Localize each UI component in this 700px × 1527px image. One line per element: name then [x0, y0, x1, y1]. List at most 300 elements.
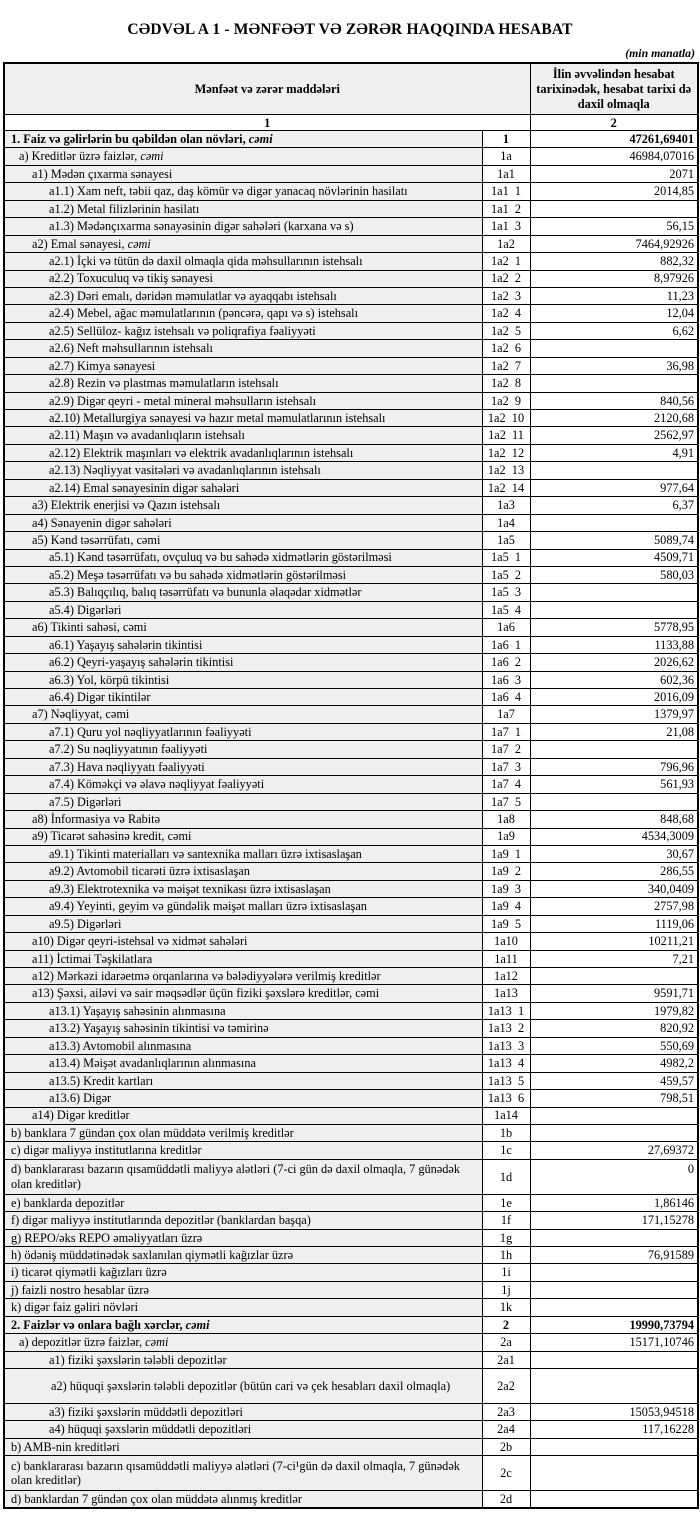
table-row [4, 828, 698, 845]
value-cell: 4982,2 [530, 1055, 698, 1072]
item-cell: a9.3) Elektrotexnika və məişət texnikası üzrə ixtisaslaşan [4, 880, 482, 897]
item-cell: a2.2) Toxuculuq və tikiş sənayesi [4, 270, 482, 287]
value-cell [530, 968, 698, 985]
table-row [4, 1107, 698, 1124]
item-suffix-italic: cəmi [145, 1335, 169, 1350]
value-cell [530, 1107, 698, 1124]
code-cell: 1a13 4 [482, 1055, 530, 1072]
item-cell: a2.9) Digər qeyri - metal mineral məhsulların istehsalı [4, 392, 482, 409]
item-cell: d) banklardan 7 gündən çox olan müddətə alınmış kreditlər [4, 1491, 482, 1508]
item-cell: a2.5) Sellüloz- kağız istehsalı və poliqrafiya fəaliyyəti [4, 322, 482, 339]
code-cell: 1a5 [482, 532, 530, 549]
code-cell: 1a2 14 [482, 479, 530, 496]
table-row [4, 462, 698, 479]
profit-loss-table [3, 62, 699, 1509]
table-row [4, 375, 698, 392]
table-row [4, 322, 698, 339]
code-cell: 1a2 9 [482, 392, 530, 409]
item-cell: a6) Tikinti sahəsi, cəmi [4, 619, 482, 636]
table-row [4, 968, 698, 985]
code-cell: 1a6 4 [482, 689, 530, 706]
code-cell: 1a13 2 [482, 1020, 530, 1037]
code-cell: 1a9 2 [482, 863, 530, 880]
item-cell: b) banklara 7 gündən çox olan müddətə verilmiş kreditlər [4, 1124, 482, 1141]
value-cell: 882,32 [530, 253, 698, 270]
item-cell: h) ödəniş müddətinədək saxlanılan qiymətli kağızlar üzrə [4, 1247, 482, 1264]
code-cell: 1a2 10 [482, 410, 530, 427]
table-row [4, 1456, 698, 1491]
item-cell: a6.3) Yol, körpü tikintisi [4, 671, 482, 688]
table-row [4, 706, 698, 723]
item-cell: a2.12) Elektrik maşınları və elektrik avadanlıqlarının istehsalı [4, 444, 482, 461]
item-cell: a1) Mədən çıxarma sənayesi [4, 165, 482, 182]
value-cell: 286,55 [530, 863, 698, 880]
value-cell: 2016,09 [530, 689, 698, 706]
item-cell: a2) hüquqi şəxslərin tələbli depozitlər (bütün cari və çek hesabları daxil olmaqla) [4, 1369, 482, 1404]
item-cell: a1.3) Mədənçıxarma sənayəsinin digər sahələri (karxana və s) [4, 218, 482, 235]
code-cell: 1j [482, 1281, 530, 1298]
item-suffix-italic: cəmi [248, 131, 273, 146]
code-cell: 1a5 1 [482, 549, 530, 566]
table-row [4, 1299, 698, 1316]
item-cell: a2) Emal sənayesi, cəmi [4, 235, 482, 252]
code-cell: 1a10 [482, 933, 530, 950]
item-cell: a3) Elektrik enerjisi və Qazın istehsalı [4, 497, 482, 514]
table-row [4, 811, 698, 828]
code-cell: 1a6 1 [482, 636, 530, 653]
code-cell: 1a2 [482, 235, 530, 252]
value-cell: 30,67 [530, 845, 698, 862]
item-cell: a1.1) Xam neft, təbii qaz, daş kömür və digər yanacaq növlərinin hasilatı [4, 183, 482, 200]
item-suffix-italic: cəmi [127, 236, 151, 251]
code-cell: 1f [482, 1212, 530, 1229]
value-cell: 340,0409 [530, 880, 698, 897]
code-cell: 1d [482, 1159, 530, 1194]
value-cell: 76,91589 [530, 1247, 698, 1264]
code-cell: 1e [482, 1194, 530, 1211]
item-cell: a9.1) Tikinti materialları və santexnika malları üzrə ixtisaslaşan [4, 845, 482, 862]
item-cell: a2.7) Kimya sənayesi [4, 357, 482, 374]
item-cell: a12) Mərkəzi idarəetmə orqanlarına və bələdiyyələrə verilmiş kreditlər [4, 968, 482, 985]
item-cell: a4) hüquqi şəxslərin müddətli depozitləri [4, 1421, 482, 1438]
value-cell: 580,03 [530, 566, 698, 583]
value-cell: 2071 [530, 165, 698, 182]
table-row [4, 1002, 698, 1019]
code-cell: 1a2 13 [482, 462, 530, 479]
item-cell: a2.14) Emal sənayesinin digər sahələri [4, 479, 482, 496]
table-row [4, 933, 698, 950]
item-cell: j) faizli nostro hesablar üzrə [4, 1281, 482, 1298]
table-row [4, 1264, 698, 1281]
table-row [4, 392, 698, 409]
item-cell: a5.2) Meşə təsərrüfatı və bu sahədə xidmətlərin göstərilməsi [4, 566, 482, 583]
code-cell: 1a9 [482, 828, 530, 845]
code-cell: 2a2 [482, 1369, 530, 1404]
value-cell [530, 1456, 698, 1491]
item-cell: b) AMB-nin kreditləri [4, 1438, 482, 1455]
table-row [4, 148, 698, 165]
value-cell: 0 [530, 1159, 698, 1194]
item-cell: a5) Kənd təsərrüfatı, cəmi [4, 532, 482, 549]
item-cell: c) digər maliyyə institutlarına kreditlər [4, 1142, 482, 1159]
value-cell: 1119,06 [530, 915, 698, 932]
table-row [4, 985, 698, 1002]
table-row [4, 270, 698, 287]
table-row [4, 898, 698, 915]
code-cell: 2a3 [482, 1403, 530, 1420]
value-cell [530, 462, 698, 479]
item-suffix-italic: cəmi [185, 1317, 210, 1332]
code-cell: 1a13 [482, 985, 530, 1002]
value-cell: 977,64 [530, 479, 698, 496]
item-cell: a6.4) Digər tikintilər [4, 689, 482, 706]
table-row [4, 689, 698, 706]
item-cell: a14) Digər kreditlər [4, 1107, 482, 1124]
table-row [4, 1212, 698, 1229]
item-cell: a4) Sənayenin digər sahələri [4, 514, 482, 531]
value-cell: 561,93 [530, 776, 698, 793]
code-cell: 1a2 8 [482, 375, 530, 392]
code-cell: 1a1 3 [482, 218, 530, 235]
value-cell: 56,15 [530, 218, 698, 235]
item-cell: f) digər maliyyə institutlarında depozitlər (banklardan başqa) [4, 1212, 482, 1229]
table-row [4, 1334, 698, 1351]
value-cell: 15053,94518 [530, 1403, 698, 1420]
value-cell: 7464,92926 [530, 235, 698, 252]
item-cell: a2.13) Nəqliyyat vasitələri və avadanlıqlarının istehsalı [4, 462, 482, 479]
code-cell: 1h [482, 1247, 530, 1264]
table-row [4, 1369, 698, 1404]
value-cell: 19990,73794 [530, 1316, 698, 1333]
table-row [4, 410, 698, 427]
code-cell: 1 [482, 131, 530, 148]
code-cell: 1g [482, 1229, 530, 1246]
table-row [4, 1194, 698, 1211]
code-cell: 1a7 1 [482, 723, 530, 740]
table-row [4, 1090, 698, 1107]
code-cell: 2a [482, 1334, 530, 1351]
value-cell: 8,97926 [530, 270, 698, 287]
value-cell [530, 1438, 698, 1455]
table-row [4, 218, 698, 235]
table-body [4, 131, 698, 1509]
item-cell: a1.2) Metal filizlərinin hasilatı [4, 200, 482, 217]
table-row [4, 1351, 698, 1368]
value-cell [530, 584, 698, 601]
table-row [4, 1124, 698, 1141]
value-cell [530, 375, 698, 392]
table-row [4, 514, 698, 531]
item-cell: a6.1) Yaşayış sahələrin tikintisi [4, 636, 482, 653]
code-cell: 1a9 3 [482, 880, 530, 897]
item-cell: a13.4) Məişət avadanlıqlarının alınmasına [4, 1055, 482, 1072]
table-row [4, 444, 698, 461]
item-cell: a2.8) Rezin və plastmas məmulatların istehsalı [4, 375, 482, 392]
code-cell: 1a [482, 148, 530, 165]
value-cell [530, 1491, 698, 1508]
table-row [4, 235, 698, 252]
code-cell: 1a2 12 [482, 444, 530, 461]
item-cell: a5.1) Kənd təsərrüfatı, ovçuluq və bu sahədə xidmətlərin göstərilməsi [4, 549, 482, 566]
table-row [4, 165, 698, 182]
item-cell: a2.1) İçki və tütün də daxil olmaqla qida məhsullarının istehsalı [4, 253, 482, 270]
item-cell: a13.1) Yaşayış sahəsinin alınmasına [4, 1002, 482, 1019]
item-cell: a5.4) Digərləri [4, 601, 482, 618]
value-cell: 117,16228 [530, 1421, 698, 1438]
table-row [4, 671, 698, 688]
item-cell: k) digər faiz gəliri növləri [4, 1299, 482, 1316]
value-cell [530, 601, 698, 618]
item-cell: g) REPO/əks REPO əməliyyatları üzrə [4, 1229, 482, 1246]
value-cell: 11,23 [530, 287, 698, 304]
value-cell: 5089,74 [530, 532, 698, 549]
item-cell: c) banklararası bazarın qısamüddətli maliyyə alətləri (7-ci¹gün də daxil olmaqla, 7 günədək olan kreditlər) [4, 1456, 482, 1491]
table-row [4, 741, 698, 758]
column-index-row [4, 115, 698, 131]
code-cell: 1a7 5 [482, 793, 530, 810]
table-row [4, 1020, 698, 1037]
code-cell: 2b [482, 1438, 530, 1455]
value-column-header: İlin əvvəlindən hesabat tarixinədək, hesabat tarixi də daxil olmaqla [530, 63, 698, 115]
table-row [4, 1403, 698, 1420]
value-cell [530, 1299, 698, 1316]
table-row [4, 253, 698, 270]
value-cell [530, 793, 698, 810]
code-cell: 1a2 7 [482, 357, 530, 374]
table-row [4, 619, 698, 636]
value-cell: 5778,95 [530, 619, 698, 636]
value-cell [530, 1351, 698, 1368]
value-cell: 796,96 [530, 758, 698, 775]
code-cell: 1a5 2 [482, 566, 530, 583]
value-cell: 1979,82 [530, 1002, 698, 1019]
code-cell: 1a1 1 [482, 183, 530, 200]
code-cell: 1a7 3 [482, 758, 530, 775]
value-cell: 47261,69401 [530, 131, 698, 148]
table-row [4, 479, 698, 496]
page-title: CƏDVƏL A 1 - MƏNFƏƏT VƏ ZƏRƏR HAQQINDA HESABAT [127, 21, 573, 38]
table-row [4, 1055, 698, 1072]
value-cell: 7,21 [530, 950, 698, 967]
item-cell: 1. Faiz və gəlirlərin bu qəbildən olan növləri, cəmi [4, 131, 482, 148]
value-column-index: 2 [530, 115, 698, 131]
table-row [4, 183, 698, 200]
code-cell: 1a13 6 [482, 1090, 530, 1107]
item-cell: a10) Digər qeyri-istehsal və xidmət sahələri [4, 933, 482, 950]
code-cell: 1a2 1 [482, 253, 530, 270]
value-cell: 27,69372 [530, 1142, 698, 1159]
code-cell: 1a9 4 [482, 898, 530, 915]
items-column-index: 1 [4, 115, 530, 131]
table-row [4, 915, 698, 932]
value-cell: 602,36 [530, 671, 698, 688]
value-cell: 46984,07016 [530, 148, 698, 165]
code-cell: 2a1 [482, 1351, 530, 1368]
table-row [4, 776, 698, 793]
code-cell: 1a2 3 [482, 287, 530, 304]
code-cell: 2c [482, 1456, 530, 1491]
value-cell: 1379,97 [530, 706, 698, 723]
value-cell [530, 741, 698, 758]
item-cell: a7.1) Quru yol nəqliyyatlarının fəaliyyəti [4, 723, 482, 740]
code-cell: 1a6 [482, 619, 530, 636]
code-cell: 1a4 [482, 514, 530, 531]
item-cell: a7.3) Hava nəqliyyatı fəaliyyəti [4, 758, 482, 775]
item-cell: a13.6) Digər [4, 1090, 482, 1107]
code-cell: 1a2 2 [482, 270, 530, 287]
item-cell: d) banklararası bazarın qısamüddətli maliyyə alətləri (7-ci gün də daxil olmaqla, 7 günədək olan kreditlər) [4, 1159, 482, 1194]
code-cell: 1k [482, 1299, 530, 1316]
value-cell: 9591,71 [530, 985, 698, 1002]
code-cell: 1a13 3 [482, 1037, 530, 1054]
value-cell: 4,91 [530, 444, 698, 461]
value-cell [530, 1124, 698, 1141]
item-cell: a7.2) Su nəqliyyatının fəaliyyəti [4, 741, 482, 758]
code-cell: 1a2 5 [482, 322, 530, 339]
code-cell: 1a11 [482, 950, 530, 967]
table-row [4, 287, 698, 304]
code-cell: 1a7 4 [482, 776, 530, 793]
value-cell: 459,57 [530, 1072, 698, 1089]
value-cell: 12,04 [530, 305, 698, 322]
item-cell: a1) fiziki şəxslərin tələbli depozitlər [4, 1351, 482, 1368]
table-row [4, 758, 698, 775]
value-cell: 2757,98 [530, 898, 698, 915]
item-cell: a7.5) Digərləri [4, 793, 482, 810]
value-cell: 798,51 [530, 1090, 698, 1107]
value-cell: 171,15278 [530, 1212, 698, 1229]
value-cell [530, 1229, 698, 1246]
code-cell: 1a2 11 [482, 427, 530, 444]
item-cell: a9.4) Yeyinti, geyim və gündəlik məişət malları üzrə ixtisaslaşan [4, 898, 482, 915]
value-cell: 6,62 [530, 322, 698, 339]
code-cell: 1a5 3 [482, 584, 530, 601]
table-row [4, 1037, 698, 1054]
value-cell: 820,92 [530, 1020, 698, 1037]
table-row [4, 549, 698, 566]
table-row [4, 305, 698, 322]
code-cell: 2d [482, 1491, 530, 1508]
item-cell: a9.5) Digərləri [4, 915, 482, 932]
table-row [4, 654, 698, 671]
item-cell: a7.4) Köməkçi və əlavə nəqliyyat fəaliyyəti [4, 776, 482, 793]
value-cell: 2120,68 [530, 410, 698, 427]
value-cell: 840,56 [530, 392, 698, 409]
value-cell: 6,37 [530, 497, 698, 514]
item-cell: a13) Şəxsi, ailəvi və sair məqsədlər üçün fiziki şəxslərə kreditlər, cəmi [4, 985, 482, 1002]
item-cell: a2.4) Mebel, ağac məmulatlarının (pəncərə, qapı və s) istehsalı [4, 305, 482, 322]
value-cell [530, 1264, 698, 1281]
value-cell: 848,68 [530, 811, 698, 828]
table-row [4, 497, 698, 514]
item-cell: a9.2) Avtomobil ticarəti üzrə ixtisaslaşan [4, 863, 482, 880]
code-cell: 1b [482, 1124, 530, 1141]
item-cell: a13.3) Avtomobil alınmasına [4, 1037, 482, 1054]
value-cell: 2562,97 [530, 427, 698, 444]
value-cell: 2026,62 [530, 654, 698, 671]
table-row [4, 723, 698, 740]
value-cell: 550,69 [530, 1037, 698, 1054]
table-row [4, 427, 698, 444]
unit-note: (min manatla) [625, 46, 695, 60]
item-cell: a11) İctimai Təşkilatlara [4, 950, 482, 967]
table-row [4, 1421, 698, 1438]
value-cell: 2014,85 [530, 183, 698, 200]
table-row [4, 1247, 698, 1264]
item-cell: a7) Nəqliyyat, cəmi [4, 706, 482, 723]
table-row [4, 584, 698, 601]
code-cell: 1a2 6 [482, 340, 530, 357]
table-header-row [4, 63, 698, 115]
table-row [4, 636, 698, 653]
value-cell [530, 1281, 698, 1298]
code-cell: 1a14 [482, 1107, 530, 1124]
item-cell: e) banklarda depozitlər [4, 1194, 482, 1211]
report-page [0, 21, 700, 1509]
code-cell: 1a6 2 [482, 654, 530, 671]
value-cell: 1133,88 [530, 636, 698, 653]
code-cell: 1a6 3 [482, 671, 530, 688]
code-cell: 1a5 4 [482, 601, 530, 618]
table-row [4, 863, 698, 880]
item-cell: a2.6) Neft məhsullarının istehsalı [4, 340, 482, 357]
value-cell: 1,86146 [530, 1194, 698, 1211]
value-cell: 21,08 [530, 723, 698, 740]
table-row [4, 1316, 698, 1333]
item-cell: a6.2) Qeyri-yaşayış sahələrin tikintisi [4, 654, 482, 671]
code-cell: 1a1 [482, 165, 530, 182]
item-cell: a9) Ticarət sahəsinə kredit, cəmi [4, 828, 482, 845]
code-cell: 1a1 2 [482, 200, 530, 217]
table-row [4, 1142, 698, 1159]
code-cell: 1a7 [482, 706, 530, 723]
table-row [4, 950, 698, 967]
item-cell: a8) İnformasiya və Rabitə [4, 811, 482, 828]
value-cell [530, 200, 698, 217]
table-row [4, 1438, 698, 1455]
item-cell: a2.11) Maşın və avadanlıqların istehsalı [4, 427, 482, 444]
value-cell [530, 514, 698, 531]
table-row [4, 601, 698, 618]
table-row [4, 880, 698, 897]
code-cell: 1a13 1 [482, 1002, 530, 1019]
value-cell: 4534,3009 [530, 828, 698, 845]
table-row [4, 1229, 698, 1246]
code-cell: 1a12 [482, 968, 530, 985]
code-cell: 1a2 4 [482, 305, 530, 322]
item-cell: 2. Faizlər və onlara bağlı xərclər, cəmi [4, 1316, 482, 1333]
value-cell [530, 1369, 698, 1404]
table-row [4, 793, 698, 810]
code-cell: 1a8 [482, 811, 530, 828]
item-cell: i) ticarət qiymətli kağızları üzrə [4, 1264, 482, 1281]
item-cell: a13.2) Yaşayış sahəsinin tikintisi və təmirinə [4, 1020, 482, 1037]
table-row [4, 1159, 698, 1194]
code-cell: 1a9 5 [482, 915, 530, 932]
table-row [4, 532, 698, 549]
code-cell: 2 [482, 1316, 530, 1333]
code-cell: 1a13 5 [482, 1072, 530, 1089]
item-cell: a) Kreditlər üzrə faizlər, cəmi [4, 148, 482, 165]
table-row [4, 1281, 698, 1298]
table-row [4, 357, 698, 374]
table-row [4, 845, 698, 862]
value-cell: 4509,71 [530, 549, 698, 566]
code-cell: 2a4 [482, 1421, 530, 1438]
item-cell: a13.5) Kredit kartları [4, 1072, 482, 1089]
table-row [4, 131, 698, 148]
code-cell: 1i [482, 1264, 530, 1281]
